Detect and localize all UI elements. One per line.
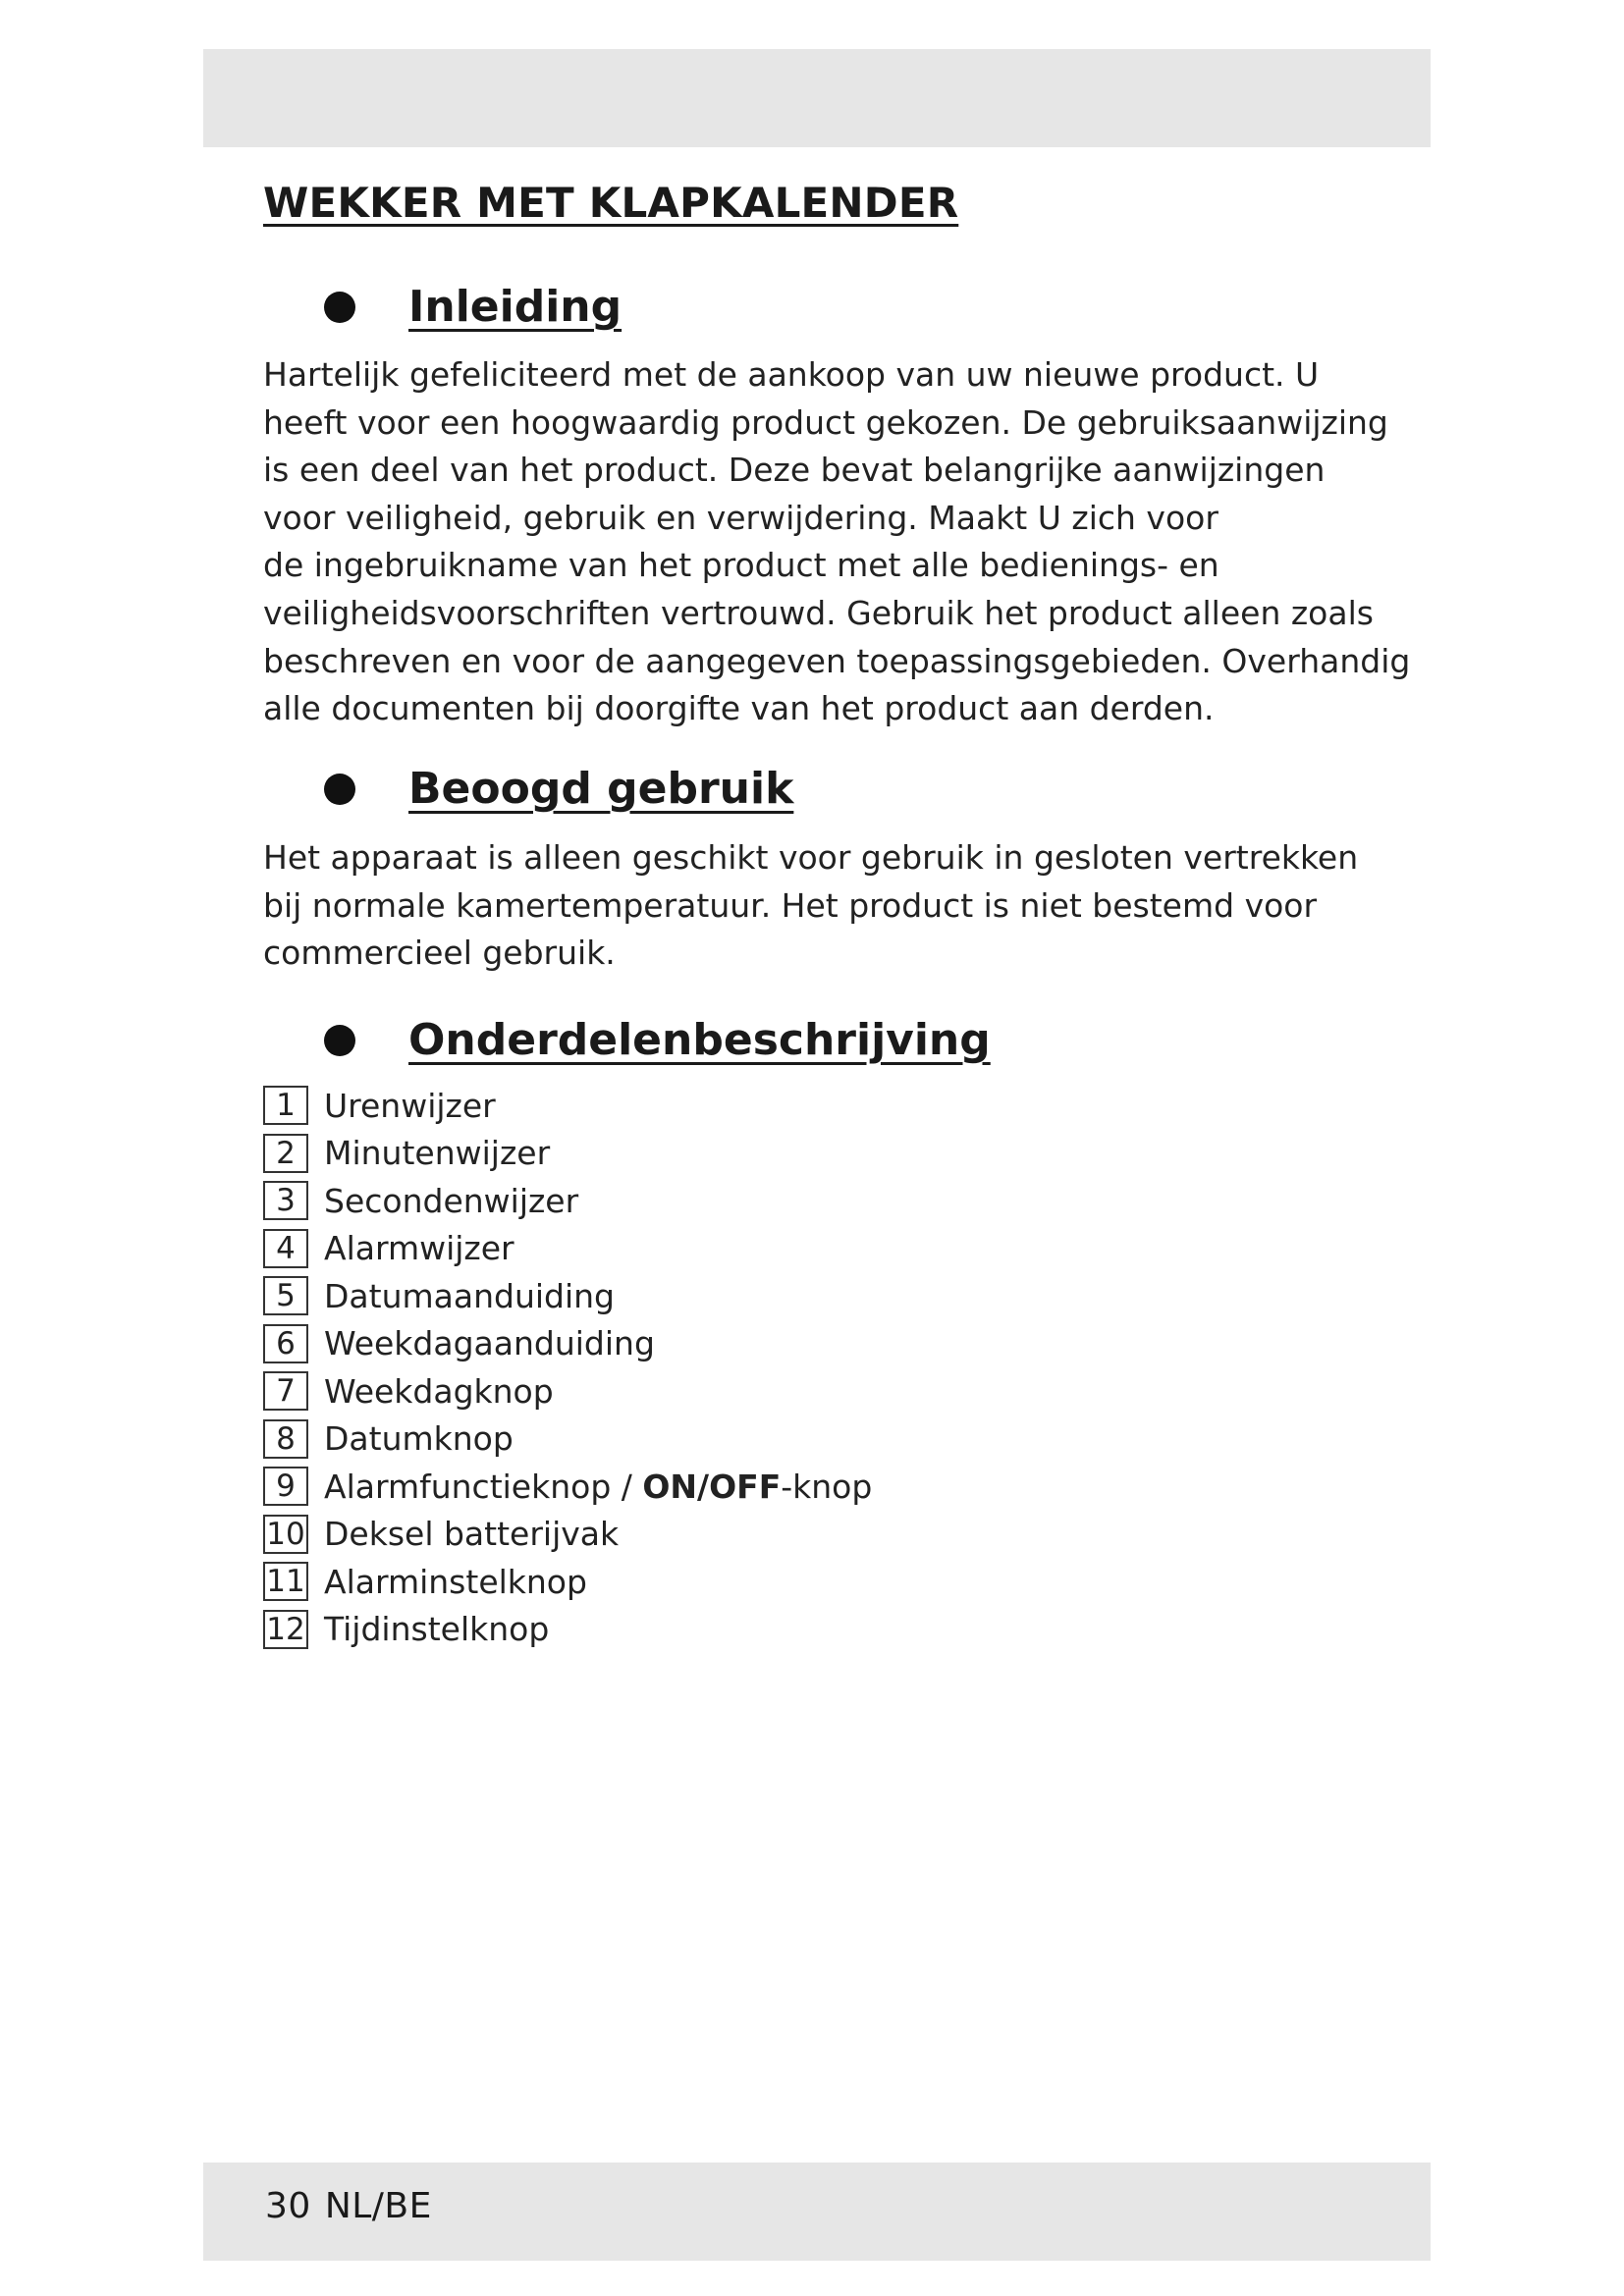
section-heading-intro: [324, 282, 622, 332]
text-line: beschreven en voor de aangegeven toepassingsgebieden. Overhandig: [263, 641, 1411, 680]
part-number: 2: [263, 1134, 308, 1173]
part-label: Deksel batterijvak: [324, 1515, 620, 1554]
part-number: 7: [263, 1371, 308, 1411]
text-line: bij normale kamertemperatuur. Het product is niet bestemd voor: [263, 885, 1318, 925]
part-label: Tijdinstelknop: [324, 1610, 550, 1649]
part-label: Weekdagknop: [324, 1371, 554, 1411]
text-line: commercieel gebruik.: [263, 934, 616, 973]
heading-text: Onderdelenbeschrijving: [408, 1015, 991, 1065]
page-title: WEKKER MET KLAPKALENDER: [263, 179, 959, 227]
header-band: [203, 49, 1431, 147]
part-number: 6: [263, 1324, 308, 1363]
section-heading-parts: [324, 1015, 991, 1065]
heading-text: Inleiding: [408, 282, 623, 332]
part-label: [324, 1468, 872, 1506]
list-item: [263, 1415, 872, 1464]
text-line: voor veiligheid, gebruik en verwijdering. Maakt U zich voor: [263, 498, 1218, 537]
list-item: [263, 1367, 872, 1415]
part-number: 12: [263, 1610, 308, 1649]
part-number: 8: [263, 1419, 308, 1459]
part-label: Datumknop: [324, 1419, 514, 1459]
intro-paragraph: [263, 351, 1411, 733]
part-label: Weekdagaanduiding: [324, 1324, 655, 1363]
list-item: [263, 1320, 872, 1368]
part-number: 1: [263, 1086, 308, 1125]
text-line: veiligheidsvoorschriften vertrouwd. Gebruik het product alleen zoals: [263, 593, 1374, 632]
text-line: is een deel van het product. Deze bevat belangrijke aanwijzingen: [263, 451, 1326, 490]
part-label: Alarmwijzer: [324, 1229, 514, 1268]
list-item: [263, 1511, 872, 1559]
list-item: [263, 1463, 872, 1511]
part-label-suffix: -knop: [781, 1467, 873, 1506]
page-number: 30: [265, 2186, 311, 2226]
footer-text: [265, 2186, 432, 2226]
part-number: 9: [263, 1467, 308, 1506]
usage-paragraph: [263, 834, 1392, 978]
list-item: [263, 1606, 872, 1654]
part-number: 3: [263, 1181, 308, 1220]
list-item: [263, 1130, 872, 1178]
part-number: 11: [263, 1562, 308, 1601]
part-label: Datumaanduiding: [324, 1276, 616, 1315]
text-line: heeft voor een hoogwaardig product gekozen. De gebruiksaanwijzing: [263, 402, 1388, 442]
part-label: Urenwijzer: [324, 1086, 496, 1125]
part-number: 5: [263, 1276, 308, 1315]
parts-list: [263, 1082, 872, 1653]
part-label: Alarminstelknop: [324, 1562, 587, 1601]
part-label-bold: ON/OFF: [642, 1467, 782, 1506]
part-number: 4: [263, 1229, 308, 1268]
part-label: Minutenwijzer: [324, 1134, 551, 1173]
heading-text: Beoogd gebruik: [408, 764, 794, 814]
list-item: [263, 1225, 872, 1273]
text-line: alle documenten bij doorgifte van het product aan derden.: [263, 689, 1215, 728]
list-item: [263, 1272, 872, 1320]
text-line: Hartelijk gefeliciteerd met de aankoop van uw nieuwe product. U: [263, 355, 1320, 394]
list-item: [263, 1177, 872, 1225]
part-number: 10: [263, 1515, 308, 1554]
footer-band: [203, 2163, 1431, 2261]
list-item: [263, 1082, 872, 1130]
text-line: Het apparaat is alleen geschikt voor gebruik in gesloten vertrekken: [263, 838, 1359, 877]
text-line: de ingebruikname van het product met alle bedienings- en: [263, 546, 1219, 585]
locale-label: NL/BE: [324, 2186, 432, 2226]
list-item: [263, 1558, 872, 1606]
section-heading-usage: [324, 764, 793, 814]
bullet-icon: [324, 774, 355, 805]
part-label: Secondenwijzer: [324, 1181, 579, 1220]
part-label-text: Alarmfunctieknop /: [324, 1467, 643, 1506]
bullet-icon: [324, 1025, 355, 1056]
bullet-icon: [324, 292, 355, 323]
